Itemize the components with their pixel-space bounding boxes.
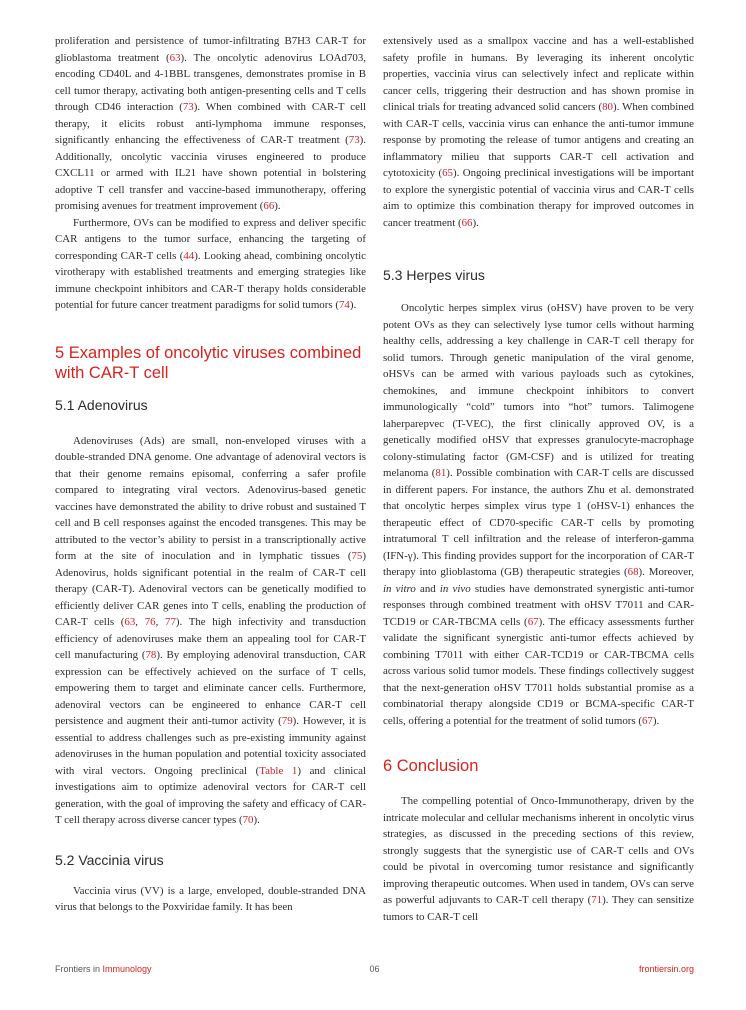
text-run: ). However, it is essential to address challenges such as pre-existing immunity against adenoviruses in the human population and potential toxicity associated with viral vectors. Ongoing preclinical ( xyxy=(55,715,366,777)
text-run: ). Ongoing preclinical investigations will be important to explore the synergistic potential of vaccinia virus and CAR-T cells aim to optimize this combination therapy for improved outcomes in cancer treatment ( xyxy=(383,167,694,229)
citation-link-80[interactable]: 80 xyxy=(602,101,613,113)
paragraph-vaccinia-start xyxy=(55,883,366,916)
table-1-link[interactable]: Table 1 xyxy=(259,764,298,777)
subsection-5-3-heading: 5.3 Herpes virus xyxy=(383,267,485,283)
citation-link-67[interactable]: 67 xyxy=(527,615,539,628)
citation-link-78[interactable]: 78 xyxy=(145,649,157,661)
text-run: extensively used as a smallpox vaccine and has a well-established safety profile in humans. By leveraging its inherent oncolytic properties, vaccinia virus can selectively infect and replicate within cancer cells, triggering their destruction and has shown promise in clinical trials for treating advanced solid cancers ( xyxy=(383,35,694,113)
text-run: Adenoviruses (Ads) are small, non-enveloped viruses with a double-stranded DNA genome. One advantage of adenoviral vectors is that their genome remains episomal, conferring a safer profile compared to integrating viral vectors. Adenovirus-based genetic vaccines have demonstrated the ability to drive robust and sustained T cell and B cell responses against the encoded transgenes. This may be attributed to the vector’s ability to persist in a transcriptionally active form at the site of inoculation and in lymphatic tissues ( xyxy=(55,434,366,562)
citation-link-63[interactable]: 63 xyxy=(169,51,181,64)
text-run: ). xyxy=(472,216,479,229)
citation-link-73[interactable]: 73 xyxy=(182,101,194,113)
right-column xyxy=(383,33,694,925)
citation-link-68[interactable]: 68 xyxy=(627,566,639,578)
text-run: ). The high infectivity and transduction efficiency of adenoviruses make them an appealing tool for CAR-T cell manufacturing ( xyxy=(55,616,367,661)
section-5-heading: 5 Examples of oncolytic viruses combined with CAR-T cell xyxy=(55,343,362,382)
text-run: ). Additionally, oncolytic vaccinia viruses engineered to produce CXCL11 or armed with IL21 have shown potential in bolstering adoptive T cell transfer and vaccine-based immunotherapy, offering promising avenues for treatment improvement ( xyxy=(55,134,366,212)
text-run: , xyxy=(155,616,165,628)
citation-link-67[interactable]: 67 xyxy=(641,714,653,727)
text-run: ). When combined with CAR-T cells, vaccinia virus can enhance the anti-tumor immune response by promoting the release of tumor antigens and creating an inflammatory milieu that supports CAR-T cell activation and cytotoxicity ( xyxy=(383,101,694,179)
paragraph-vaccinia-continued xyxy=(383,33,694,231)
text-run: ). xyxy=(652,714,660,727)
paragraph-b7h3 xyxy=(55,33,366,215)
subsection-5-2-heading: 5.2 Vaccinia virus xyxy=(55,851,164,868)
text-run: The compelling potential of Onco-Immunotherapy, driven by the intricate molecular and cellular mechanisms inherent in oncolytic virus strategies, as discussed in the preceding sections of this review, strongly suggests that the synergistic use of CAR-T cells and OVs could be pivotal in overcoming tumor resistance and significantly improving therapeutic outcomes. When used in tandem, OVs can serve as powerful adjuvants to CAR-T cell therapy ( xyxy=(383,795,694,906)
left-column xyxy=(55,33,366,916)
citation-link-71[interactable]: 71 xyxy=(591,894,603,906)
text-run: ). The efficacy assessments further validate the significant synergistic anti-tumor effects achieved by combining T7011 with either CAR-TCD19 or CAR-TBCMA cells across various solid tumor models. These findings collectively suggest that the next-generation oHSV T7011 holds substantial promise as a combinatorial therapy alongside CD19 or BCMA-specific CAR-T cells, offering a potential for the treatment of solid tumors ( xyxy=(383,615,694,727)
text-run: , xyxy=(135,616,145,628)
citation-link-77[interactable]: 77 xyxy=(165,616,176,628)
citation-link-76[interactable]: 76 xyxy=(144,616,156,628)
text-run: ). They can sensitize tumors to CAR-T cell xyxy=(383,894,695,923)
subsection-5-1-heading: 5.1 Adenovirus xyxy=(55,396,148,413)
citation-link-81[interactable]: 81 xyxy=(435,467,447,479)
text-run: ). xyxy=(253,814,260,826)
citation-link-65[interactable]: 65 xyxy=(442,167,453,179)
text-run: ). xyxy=(349,299,357,311)
citation-link-70[interactable]: 70 xyxy=(242,814,254,826)
citation-link-73[interactable]: 73 xyxy=(348,134,360,146)
text-run: and xyxy=(415,582,440,595)
page-footer xyxy=(55,964,694,978)
text-run: ). xyxy=(274,200,281,212)
text-run: ). The oncolytic adenovirus LOAd703, encoding CD40L and 4-1BBL transgenes, demonstrates promise in B cell tumor therapy, activating both antigen-presenting cells and T cells through CD46 interaction ( xyxy=(55,51,366,113)
paragraph-conclusion xyxy=(383,793,694,925)
text-run: studies have demonstrated synergistic anti-tumor responses through combined treatment with oHSV T7011 and CAR-TCD19 or CAR-TBCMA cells ( xyxy=(383,582,694,628)
text-run: Oncolytic herpes simplex virus (oHSV) have proven to be very potent OVs as they can selectively lyse tumor cells without harming healthy cells, addressing a key challenge in CAR-T cell therapy for solid tumors. Through genetic manipulation of the viral genome, oHSVs can be armed with various payloads such as cytokines, chemokines, and immune checkpoint inhibitors to convert immunologically “cold” tumors into “hot” tumors. Talimogene laherparepvec (T-VEC), the first clinically approved OV, is a genetically modified oHSV that expresses granulocyte-macrophage colony-stimulating factor (GM-CSF) and is utilized for treating melanoma ( xyxy=(383,302,694,479)
text-run: ). By employing adenoviral transduction, CAR expression can be effectively achieved on the surface of T cells, empowering them to target and eliminate cancer cells. Furthermore, adenoviral vectors can be engineered to enhance CAR-T cell persistence and augment their anti-tumor activity ( xyxy=(55,649,367,727)
text-run: ). Looking ahead, combining oncolytic virotherapy with established treatments and emerging strategies like immune checkpoint inhibitors and CAR-T therapy holds considerable potential for future cancer treatment paradigms for solid tumors ( xyxy=(55,249,367,311)
text-run: ). When combined with CAR-T cell therapy, it elicits robust anti-lymphoma immune responses, significantly enhancing the effectiveness of CAR-T treatment ( xyxy=(55,101,366,146)
paragraph-ov-modification xyxy=(55,215,366,314)
citation-link-66[interactable]: 66 xyxy=(461,216,473,229)
paragraph-adenovirus xyxy=(55,433,366,829)
text-run: proliferation and persistence of tumor-infiltrating B7H3 CAR-T for glioblastoma treatment ( xyxy=(55,35,366,64)
site-link[interactable]: frontiersin.org xyxy=(638,964,694,974)
text-run: ) and clinical investigations aim to optimize adenoviral vectors for CAR-T cell generation, with the goal of improving the safety and efficacy of CAR-T cell therapy across diverse cancer types ( xyxy=(55,764,366,826)
text-run: Vaccinia virus (VV) is a large, enveloped, double-stranded DNA virus that belongs to the Poxviridae family. It has been xyxy=(55,884,366,913)
citation-link-75[interactable]: 75 xyxy=(351,550,363,562)
citation-link-79[interactable]: 79 xyxy=(281,715,293,727)
citation-link-44[interactable]: 44 xyxy=(183,249,195,262)
paragraph-herpes xyxy=(383,300,694,729)
text-run: ) Adenovirus, holds significant potential in the realm of CAR-T cell therapy (CAR-T). Adenoviral vectors can be genetically modified to efficiently deliver CAR genes into T cells, enabling the production of CAR-T cells ( xyxy=(55,550,366,628)
journal-brand: Immunology xyxy=(102,964,152,974)
citation-link-74[interactable]: 74 xyxy=(338,299,350,311)
citation-link-63[interactable]: 63 xyxy=(124,616,136,628)
text-run: Furthermore, OVs can be modified to express and deliver specific CAR antigens to the tumor surface, enhancing the targeting of corresponding CAR-T cells ( xyxy=(55,216,366,262)
text-run: ). Possible combination with CAR-T cells are discussed in different papers. For instance, the authors Zhu et al. demonstrated that oncolytic herpes simplex virus type 1 (oHSV-1) enhances the therapeutic effect of CD70-specific CAR-T cells by promoting intratumoral T cell infiltration and the release of interferon-gamma (IFN-γ). This finding provides support for the incorporation of CAR-T therapy into glioblastoma (GB) therapeutic strategies ( xyxy=(383,467,694,578)
journal-prefix: Frontiers in xyxy=(55,964,103,974)
section-6-heading: 6 Conclusion xyxy=(383,757,479,775)
citation-link-66[interactable]: 66 xyxy=(263,200,275,212)
italic-term: in vivo xyxy=(439,582,471,595)
italic-term: in vitro xyxy=(383,582,416,595)
text-run: ). Moreover, xyxy=(638,566,694,578)
page-number: 06 xyxy=(369,964,380,974)
